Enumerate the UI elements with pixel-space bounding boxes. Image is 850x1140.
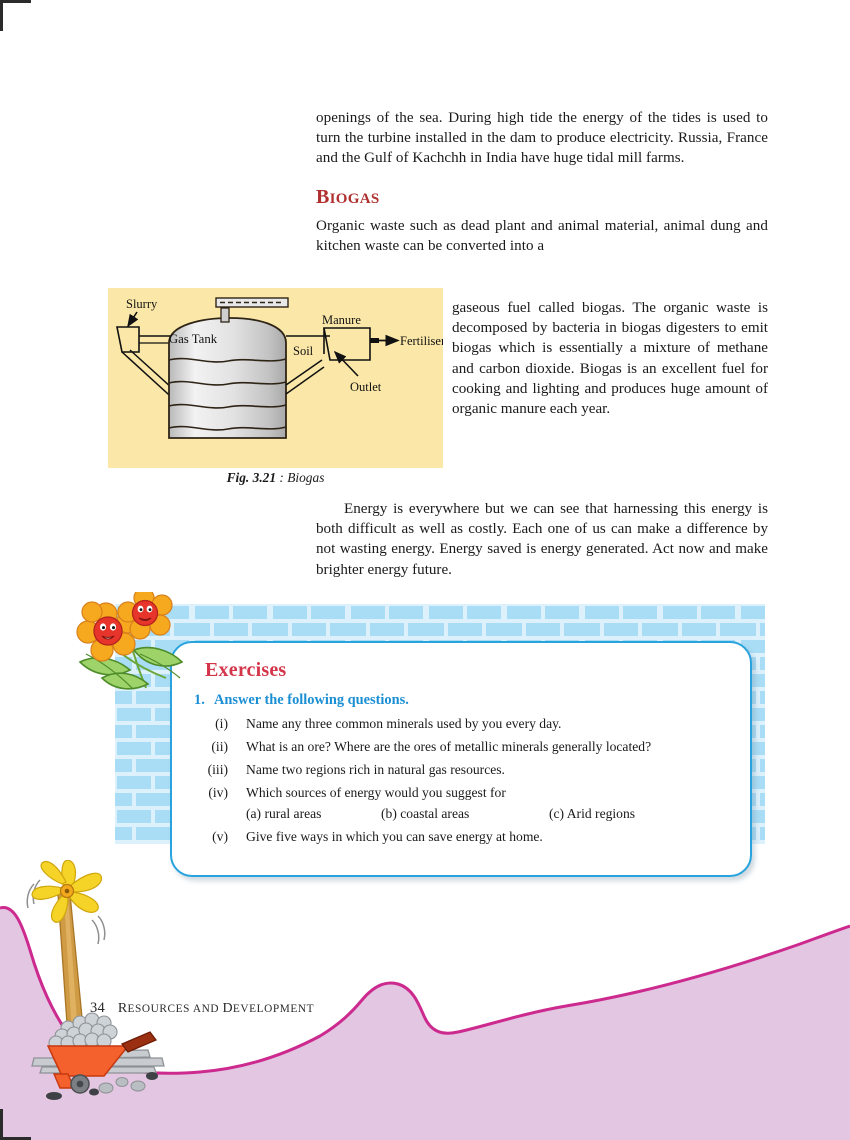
item-marker: (i) xyxy=(215,716,228,731)
list-item xyxy=(172,737,750,757)
exercise-question-list xyxy=(172,714,750,846)
paragraph-energy-conclusion xyxy=(316,499,768,580)
list-item xyxy=(172,714,750,734)
sub-option-row xyxy=(246,804,750,824)
paragraph-energy-text: Energy is everywhere but we can see that harnessing this energy is both difficult as well as costly. Each one of us can make a difference by not wasting energy. Energy saved is energy generated. Act now and make brighter energy future. xyxy=(316,501,768,578)
item-marker: (ii) xyxy=(211,739,228,754)
figure-label-fertiliser: Fertiliser xyxy=(400,334,443,348)
page-footer xyxy=(90,1000,314,1017)
item-marker: (v) xyxy=(212,828,228,844)
item-marker: (iii) xyxy=(207,762,228,777)
list-item xyxy=(172,827,750,847)
figure-caption xyxy=(108,470,443,486)
list-item xyxy=(172,760,750,780)
figure-title: : Biogas xyxy=(276,470,325,485)
item-text: Name two regions rich in natural gas resources. xyxy=(246,762,505,777)
crop-mark-bottom-left xyxy=(0,1109,31,1140)
item-text: What is an ore? Where are the ores of metallic minerals generally located? xyxy=(246,739,652,754)
main-text-column xyxy=(316,108,768,256)
figure-label-gas-tank: Gas Tank xyxy=(168,332,218,346)
paragraph-tidal-energy: openings of the sea. During high tide the energy of the tides is used to turn the turbine installed in the dam to produce electricity. Russia, France and the Gulf of Kachchh in India have huge tidal mill farms. xyxy=(316,110,768,167)
sub-option-a: (a) rural areas xyxy=(246,805,322,821)
figure-number: Fig. 3.21 xyxy=(226,470,277,485)
chapter-title: RESOURCES AND DEVELOPMENT xyxy=(117,1001,315,1016)
sub-option-c: (c) Arid regions xyxy=(549,805,636,821)
item-text: Name any three common minerals used by you every day. xyxy=(246,716,562,731)
biogas-diagram-svg xyxy=(108,288,443,468)
figure-biogas-diagram xyxy=(108,288,443,468)
figure-label-manure: Manure xyxy=(322,313,361,327)
exercises-title: Exercises xyxy=(205,659,287,681)
item-marker: (iv) xyxy=(208,785,228,800)
flower-illustration xyxy=(62,592,192,702)
paragraph-biogas-wrapped: gaseous fuel called biogas. The organic waste is decomposed by bacteria in biogas digesters to emit biogas which is essentially a mixture of methane and carbon dioxide. Biogas is an excellent fuel for cooking and lighting and produces huge amount of organic manure each year. xyxy=(452,300,768,418)
section-heading-biogas xyxy=(316,186,768,209)
figure-label-slurry: Slurry xyxy=(126,297,158,311)
heading-remainder: IOGAS xyxy=(329,190,380,207)
sub-option-b: (b) coastal areas xyxy=(381,805,470,821)
page-number: 34 xyxy=(90,1000,105,1016)
windmill-illustration xyxy=(12,860,202,1125)
item-text: Give five ways in which you can save energy at home. xyxy=(246,828,543,844)
crop-mark-top-left xyxy=(0,0,31,31)
paragraph-biogas-lead: Organic waste such as dead plant and animal material, animal dung and kitchen waste can be converted into a xyxy=(316,217,768,254)
figure-label-outlet: Outlet xyxy=(350,380,382,394)
figure-label-soil: Soil xyxy=(293,344,314,358)
list-item xyxy=(172,783,750,823)
question-number: 1. xyxy=(194,692,205,708)
heading-initial: B xyxy=(316,185,330,208)
question-heading-row xyxy=(194,692,750,709)
exercises-card xyxy=(170,641,752,877)
question-heading: Answer the following questions. xyxy=(214,692,409,708)
item-text: Which sources of energy would you suggest for xyxy=(246,785,506,800)
